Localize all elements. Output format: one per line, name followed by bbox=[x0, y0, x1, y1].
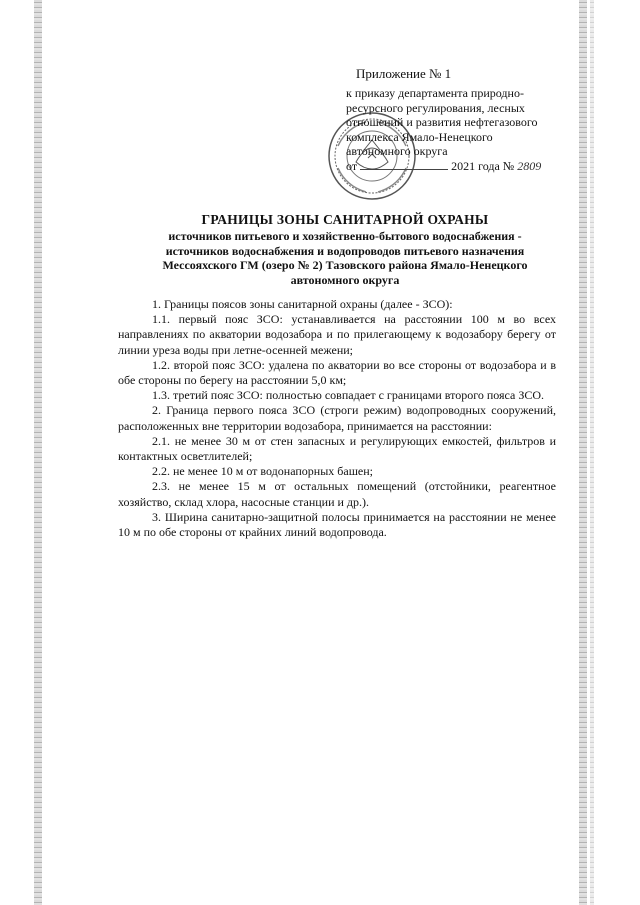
subtitle-line: источников питьевого и хозяйственно-бытового водоснабжения - bbox=[168, 229, 522, 243]
document-title bbox=[150, 212, 540, 287]
document-body bbox=[118, 297, 556, 540]
date-suffix: 2021 года № bbox=[451, 158, 515, 173]
paragraph: 1.1. первый пояс ЗСО: устанавливается на расстоянии 100 м во всех направлениях по акватории водозабора и по прилегающему к водозабору берегу от линии уреза воды при летне-осенней межени; bbox=[118, 312, 556, 357]
title-subtitle bbox=[150, 229, 540, 287]
paragraph: 2. Граница первого пояса ЗСО (строги режим) водопроводных сооружений, расположенных вне территории водозабора, принимается на расстоянии: bbox=[118, 403, 556, 433]
order-date-line bbox=[346, 159, 558, 174]
scan-right-edge bbox=[579, 0, 587, 905]
order-line: ресурсного регулирования, лесных bbox=[346, 100, 525, 115]
title-heading: ГРАНИЦЫ ЗОНЫ САНИТАРНОЙ ОХРАНЫ bbox=[201, 212, 489, 227]
subtitle-line: источников водоснабжения и водопроводов питьевого назначения bbox=[165, 243, 525, 258]
subtitle-line: автономного округа bbox=[290, 272, 400, 287]
paragraph: 1.3. третий пояс ЗСО: полностью совпадает с границами второго пояса ЗСО. bbox=[152, 388, 545, 403]
order-line: к приказу департамента природно- bbox=[346, 86, 524, 100]
paragraph: 1. Границы поясов зоны санитарной охраны (далее - ЗСО): bbox=[152, 297, 453, 311]
date-handwritten bbox=[360, 159, 448, 170]
paragraph: 2.1. не менее 30 м от стен запасных и регулирующих емкостей, фильтров и контактных осветлителей; bbox=[118, 433, 556, 464]
order-line: отношений и развития нефтегазового bbox=[346, 115, 538, 130]
subtitle-line: Мессояхского ГМ (озеро № 2) Тазовского района Ямало-Ненецкого bbox=[162, 258, 528, 272]
order-reference bbox=[346, 86, 558, 174]
date-prefix: от bbox=[346, 158, 358, 173]
paragraph: 2.3. не менее 15 м от остальных помещений (отстойники, реагентное хозяйство, склад хлора, насосные станции и др.). bbox=[118, 479, 556, 509]
paragraph: 3. Ширина санитарно-защитной полосы принимается на расстоянии не менее 10 м по обе стороны от крайних линий водопровода. bbox=[118, 509, 556, 540]
scan-left-edge bbox=[34, 0, 42, 905]
order-line: автономного округа bbox=[346, 144, 448, 159]
scan-right-edge-inner bbox=[590, 0, 594, 905]
appendix-label: Приложение № 1 bbox=[356, 66, 452, 81]
order-number: 2809 bbox=[517, 158, 542, 173]
paragraph: 1.2. второй пояс ЗСО: удалена по акватории во все стороны от водозабора и в обе стороны по берегу на расстоянии 5,0 км; bbox=[118, 357, 556, 388]
paragraph: 2.2. не менее 10 м от водонапорных башен; bbox=[152, 464, 374, 479]
order-line: комплекса Ямало-Ненецкого bbox=[346, 129, 493, 144]
